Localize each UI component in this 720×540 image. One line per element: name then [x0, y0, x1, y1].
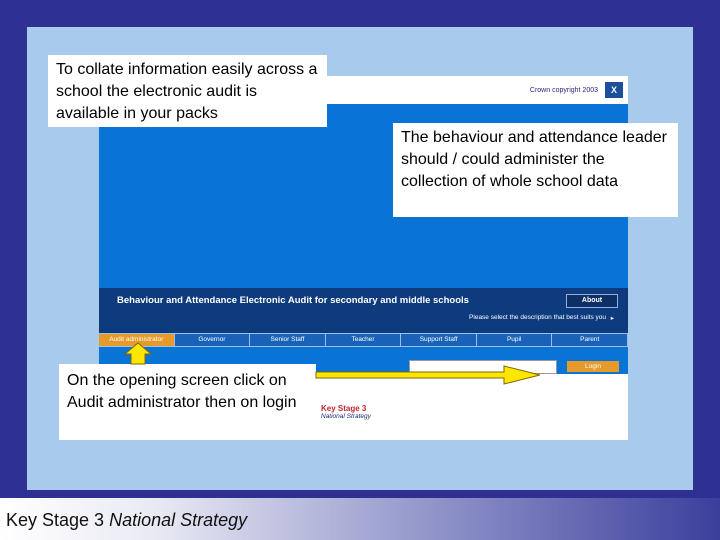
about-button[interactable]: About — [566, 294, 618, 308]
role-prompt: Please select the description that best suits you — [469, 314, 606, 321]
callout-electronic-audit: To collate information easily across a school the electronic audit is available in your packs — [48, 55, 327, 127]
callout-opening-screen: On the opening screen click on Audit administrator then on login — [59, 364, 316, 440]
tab-audit-administrator[interactable]: Audit administrator — [99, 334, 175, 346]
brand-italic: National Strategy — [109, 510, 248, 530]
brand-strong: Key Stage 3 — [6, 510, 105, 530]
ks3-logo-title: Key Stage 3 — [321, 404, 367, 413]
tab-teacher[interactable]: Teacher — [326, 334, 402, 346]
tab-parent[interactable]: Parent — [552, 334, 628, 346]
login-button[interactable]: Login — [567, 361, 619, 372]
tab-pupil[interactable]: Pupil — [477, 334, 553, 346]
app-title: Behaviour and Attendance Electronic Audit for secondary and middle schools — [117, 295, 469, 306]
footer-strip — [0, 498, 720, 540]
tab-senior-staff[interactable]: Senior Staff — [250, 334, 326, 346]
login-password-field[interactable] — [409, 360, 557, 374]
ks3-logo-subtitle: National Strategy — [321, 413, 371, 420]
tab-support-staff[interactable]: Support Staff — [401, 334, 477, 346]
play-arrow-icon: ▸ — [610, 315, 614, 322]
copyright-text: Crown copyright 2003 — [529, 87, 598, 94]
tab-governor[interactable]: Governor — [175, 334, 251, 346]
callout-behaviour-leader: The behaviour and attendance leader should / could administer the collection of whole school data — [393, 123, 678, 217]
brand-text — [6, 510, 247, 531]
app-header — [99, 288, 628, 334]
close-button[interactable]: X — [605, 82, 623, 98]
role-tabs — [99, 333, 628, 347]
ks3-logo — [321, 404, 371, 420]
